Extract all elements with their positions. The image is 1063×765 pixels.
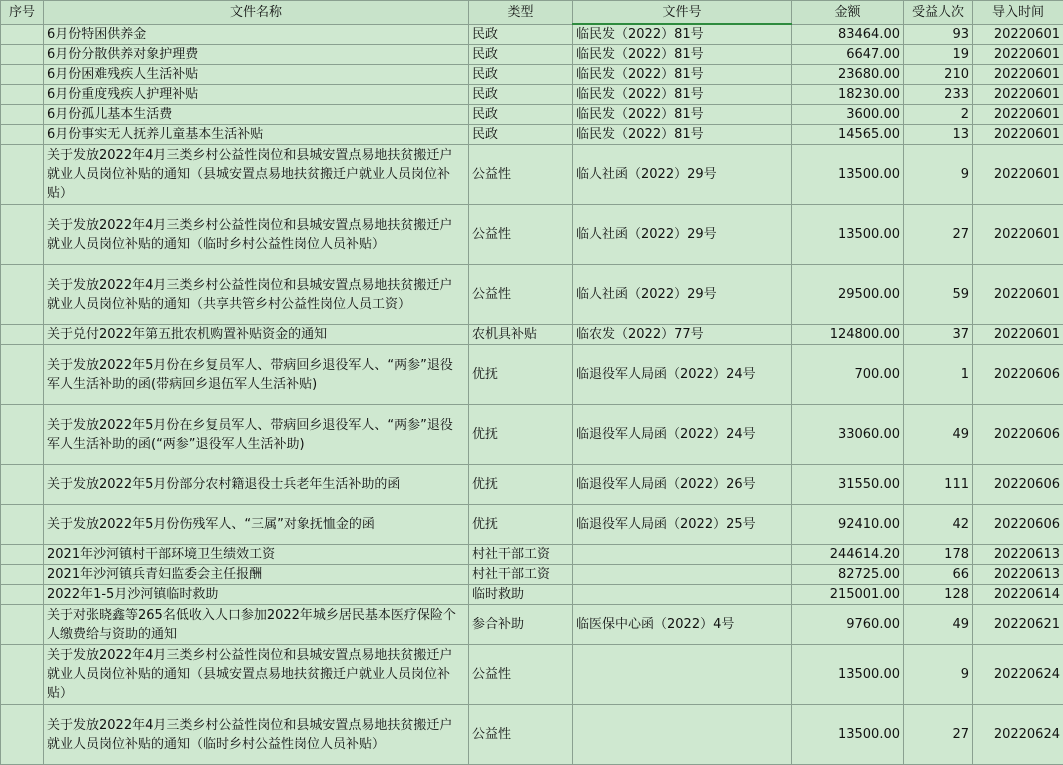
amount-cell[interactable]: 6647.00 (792, 45, 904, 65)
type-cell[interactable]: 民政 (469, 105, 573, 125)
type-cell[interactable]: 公益性 (469, 265, 573, 325)
docno-cell[interactable] (573, 545, 792, 565)
count-cell[interactable]: 49 (904, 405, 973, 465)
name-cell[interactable]: 6月份重度残疾人护理补贴 (44, 85, 469, 105)
table-row (1, 405, 1063, 465)
name-cell[interactable]: 关于对张晓鑫等265名低收入人口参加2022年城乡居民基本医疗保险个人缴费给与资助的通知 (44, 605, 469, 645)
docno-cell[interactable] (573, 565, 792, 585)
amount-cell[interactable]: 700.00 (792, 345, 904, 405)
amount-cell[interactable]: 13500.00 (792, 145, 904, 205)
amount-cell[interactable]: 9760.00 (792, 605, 904, 645)
amount-cell[interactable]: 23680.00 (792, 65, 904, 85)
seq-cell[interactable] (1, 565, 44, 585)
table-row (1, 145, 1063, 205)
type-cell[interactable]: 优抚 (469, 405, 573, 465)
type-cell[interactable]: 优抚 (469, 505, 573, 545)
name-cell[interactable]: 关于发放2022年5月份部分农村籍退役士兵老年生活补助的函 (44, 465, 469, 505)
table-row (1, 325, 1063, 345)
seq-cell[interactable] (1, 325, 44, 345)
date-cell[interactable]: 20220624 (973, 645, 1063, 705)
col-header-type[interactable]: 类型 (469, 1, 573, 25)
table-row (1, 465, 1063, 505)
docno-cell[interactable]: 临退役军人局函（2022）26号 (573, 465, 792, 505)
docno-cell[interactable]: 临民发（2022）81号 (573, 65, 792, 85)
table-row (1, 585, 1063, 605)
name-cell[interactable]: 关于兑付2022年第五批农机购置补贴资金的通知 (44, 325, 469, 345)
amount-cell[interactable]: 31550.00 (792, 465, 904, 505)
count-cell[interactable]: 233 (904, 85, 973, 105)
count-cell[interactable]: 9 (904, 145, 973, 205)
type-cell[interactable]: 民政 (469, 85, 573, 105)
table-row (1, 505, 1063, 545)
docno-cell[interactable]: 临人社函（2022）29号 (573, 265, 792, 325)
amount-cell[interactable]: 82725.00 (792, 565, 904, 585)
type-cell[interactable]: 公益性 (469, 705, 573, 765)
amount-cell[interactable]: 18230.00 (792, 85, 904, 105)
table-row (1, 65, 1063, 85)
amount-cell[interactable]: 29500.00 (792, 265, 904, 325)
seq-cell[interactable] (1, 465, 44, 505)
table-header (1, 1, 1063, 25)
table-body (1, 24, 1063, 765)
table-row (1, 565, 1063, 585)
name-cell[interactable]: 关于发放2022年4月三类乡村公益性岗位和县城安置点易地扶贫搬迁户就业人员岗位补贴的通知（共享共管乡村公益性岗位人员工资） (44, 265, 469, 325)
type-cell[interactable]: 村社干部工资 (469, 565, 573, 585)
date-cell[interactable]: 20220601 (973, 145, 1063, 205)
seq-cell[interactable] (1, 405, 44, 465)
docno-cell[interactable] (573, 585, 792, 605)
date-cell[interactable]: 20220606 (973, 465, 1063, 505)
seq-cell[interactable] (1, 345, 44, 405)
seq-cell[interactable] (1, 505, 44, 545)
seq-cell[interactable] (1, 545, 44, 565)
date-cell[interactable]: 20220613 (973, 545, 1063, 565)
type-cell[interactable]: 农机具补贴 (469, 325, 573, 345)
col-header-docno[interactable]: 文件号 (573, 1, 792, 25)
name-cell[interactable]: 6月份分散供养对象护理费 (44, 45, 469, 65)
table-row (1, 45, 1063, 65)
seq-cell[interactable] (1, 605, 44, 645)
type-cell[interactable]: 公益性 (469, 205, 573, 265)
name-cell[interactable]: 关于发放2022年4月三类乡村公益性岗位和县城安置点易地扶贫搬迁户就业人员岗位补贴的通知（临时乡村公益性岗位人员补贴） (44, 205, 469, 265)
docno-cell[interactable]: 临退役军人局函（2022）24号 (573, 345, 792, 405)
name-cell[interactable]: 关于发放2022年4月三类乡村公益性岗位和县城安置点易地扶贫搬迁户就业人员岗位补贴的通知（县城安置点易地扶贫搬迁户就业人员岗位补贴） (44, 145, 469, 205)
count-cell[interactable]: 37 (904, 325, 973, 345)
seq-cell[interactable] (1, 645, 44, 705)
docno-cell[interactable]: 临医保中心函（2022）4号 (573, 605, 792, 645)
seq-cell[interactable] (1, 45, 44, 65)
table-row (1, 125, 1063, 145)
seq-cell[interactable] (1, 205, 44, 265)
col-header-count[interactable]: 受益人次 (904, 1, 973, 25)
amount-cell[interactable]: 13500.00 (792, 205, 904, 265)
count-cell[interactable]: 27 (904, 705, 973, 765)
type-cell[interactable]: 民政 (469, 45, 573, 65)
table-row (1, 85, 1063, 105)
date-cell[interactable]: 20220601 (973, 125, 1063, 145)
table-row (1, 545, 1063, 565)
docno-cell[interactable]: 临农发（2022）77号 (573, 325, 792, 345)
table-row (1, 705, 1063, 765)
table-row (1, 345, 1063, 405)
seq-cell[interactable] (1, 24, 44, 45)
col-header-amount[interactable]: 金额 (792, 1, 904, 25)
col-header-date[interactable]: 导入时间 (973, 1, 1063, 25)
docno-cell[interactable]: 临民发（2022）81号 (573, 125, 792, 145)
amount-cell[interactable]: 3600.00 (792, 105, 904, 125)
date-cell[interactable]: 20220606 (973, 505, 1063, 545)
table-row (1, 605, 1063, 645)
amount-cell[interactable]: 244614.20 (792, 545, 904, 565)
name-cell[interactable]: 2021年沙河镇兵青妇监委会主任报酬 (44, 565, 469, 585)
name-cell[interactable]: 6月份困难残疾人生活补贴 (44, 65, 469, 85)
type-cell[interactable]: 公益性 (469, 145, 573, 205)
docno-cell[interactable]: 临民发（2022）81号 (573, 85, 792, 105)
docno-cell[interactable]: 临民发（2022）81号 (573, 45, 792, 65)
name-cell[interactable]: 关于发放2022年4月三类乡村公益性岗位和县城安置点易地扶贫搬迁户就业人员岗位补贴的通知（县城安置点易地扶贫搬迁户就业人员岗位补贴） (44, 645, 469, 705)
seq-cell[interactable] (1, 145, 44, 205)
name-cell[interactable]: 关于发放2022年5月份伤残军人、“三属”对象抚恤金的函 (44, 505, 469, 545)
docno-cell[interactable] (573, 645, 792, 705)
count-cell[interactable]: 9 (904, 645, 973, 705)
date-cell[interactable]: 20220624 (973, 705, 1063, 765)
count-cell[interactable]: 42 (904, 505, 973, 545)
table-row (1, 265, 1063, 325)
date-cell[interactable]: 20220601 (973, 45, 1063, 65)
count-cell[interactable]: 66 (904, 565, 973, 585)
type-cell[interactable]: 公益性 (469, 645, 573, 705)
type-cell[interactable]: 村社干部工资 (469, 545, 573, 565)
count-cell[interactable]: 19 (904, 45, 973, 65)
seq-cell[interactable] (1, 65, 44, 85)
docno-cell[interactable]: 临民发（2022）81号 (573, 24, 792, 45)
table-row (1, 205, 1063, 265)
type-cell[interactable]: 参合补助 (469, 605, 573, 645)
count-cell[interactable]: 1 (904, 345, 973, 405)
type-cell[interactable]: 民政 (469, 24, 573, 45)
seq-cell[interactable] (1, 125, 44, 145)
count-cell[interactable]: 27 (904, 205, 973, 265)
count-cell[interactable]: 210 (904, 65, 973, 85)
name-cell[interactable]: 关于发放2022年4月三类乡村公益性岗位和县城安置点易地扶贫搬迁户就业人员岗位补贴的通知（临时乡村公益性岗位人员补贴） (44, 705, 469, 765)
count-cell[interactable]: 13 (904, 125, 973, 145)
docno-cell[interactable]: 临民发（2022）81号 (573, 105, 792, 125)
docno-cell[interactable]: 临退役军人局函（2022）24号 (573, 405, 792, 465)
count-cell[interactable]: 128 (904, 585, 973, 605)
date-cell[interactable]: 20220601 (973, 265, 1063, 325)
docno-cell[interactable]: 临人社函（2022）29号 (573, 145, 792, 205)
date-cell[interactable]: 20220601 (973, 325, 1063, 345)
date-cell[interactable]: 20220613 (973, 565, 1063, 585)
seq-cell[interactable] (1, 105, 44, 125)
date-cell[interactable]: 20220601 (973, 24, 1063, 45)
type-cell[interactable]: 优抚 (469, 465, 573, 505)
seq-cell[interactable] (1, 585, 44, 605)
count-cell[interactable]: 93 (904, 24, 973, 45)
type-cell[interactable]: 民政 (469, 125, 573, 145)
name-cell[interactable]: 6月份特困供养金 (44, 24, 469, 45)
date-cell[interactable]: 20220601 (973, 65, 1063, 85)
type-cell[interactable]: 民政 (469, 65, 573, 85)
col-header-name[interactable]: 文件名称 (44, 1, 469, 25)
docno-cell[interactable] (573, 705, 792, 765)
count-cell[interactable]: 59 (904, 265, 973, 325)
count-cell[interactable]: 49 (904, 605, 973, 645)
amount-cell[interactable]: 13500.00 (792, 645, 904, 705)
table-row (1, 105, 1063, 125)
seq-cell[interactable] (1, 265, 44, 325)
docno-cell[interactable]: 临人社函（2022）29号 (573, 205, 792, 265)
name-cell[interactable]: 2021年沙河镇村干部环境卫生绩效工资 (44, 545, 469, 565)
table-row (1, 645, 1063, 705)
docno-cell[interactable]: 临退役军人局函（2022）25号 (573, 505, 792, 545)
amount-cell[interactable]: 92410.00 (792, 505, 904, 545)
count-cell[interactable]: 178 (904, 545, 973, 565)
name-cell[interactable]: 6月份孤儿基本生活费 (44, 105, 469, 125)
name-cell[interactable]: 2022年1-5月沙河镇临时救助 (44, 585, 469, 605)
name-cell[interactable]: 关于发放2022年5月份在乡复员军人、带病回乡退役军人、“两参”退役军人生活补助的函(“两参”退役军人生活补助) (44, 405, 469, 465)
amount-cell[interactable]: 215001.00 (792, 585, 904, 605)
name-cell[interactable]: 6月份事实无人抚养儿童基本生活补贴 (44, 125, 469, 145)
date-cell[interactable]: 20220606 (973, 405, 1063, 465)
name-cell[interactable]: 关于发放2022年5月份在乡复员军人、带病回乡退役军人、“两参”退役军人生活补助的函(带病回乡退伍军人生活补贴) (44, 345, 469, 405)
amount-cell[interactable]: 14565.00 (792, 125, 904, 145)
date-cell[interactable]: 20220601 (973, 105, 1063, 125)
date-cell[interactable]: 20220601 (973, 205, 1063, 265)
table-row (1, 24, 1063, 45)
date-cell[interactable]: 20220614 (973, 585, 1063, 605)
date-cell[interactable]: 20220601 (973, 85, 1063, 105)
date-cell[interactable]: 20220621 (973, 605, 1063, 645)
amount-cell[interactable]: 124800.00 (792, 325, 904, 345)
type-cell[interactable]: 临时救助 (469, 585, 573, 605)
seq-cell[interactable] (1, 85, 44, 105)
count-cell[interactable]: 111 (904, 465, 973, 505)
col-header-seq[interactable]: 序号 (1, 1, 44, 25)
amount-cell[interactable]: 33060.00 (792, 405, 904, 465)
amount-cell[interactable]: 83464.00 (792, 24, 904, 45)
type-cell[interactable]: 优抚 (469, 345, 573, 405)
amount-cell[interactable]: 13500.00 (792, 705, 904, 765)
count-cell[interactable]: 2 (904, 105, 973, 125)
date-cell[interactable]: 20220606 (973, 345, 1063, 405)
seq-cell[interactable] (1, 705, 44, 765)
